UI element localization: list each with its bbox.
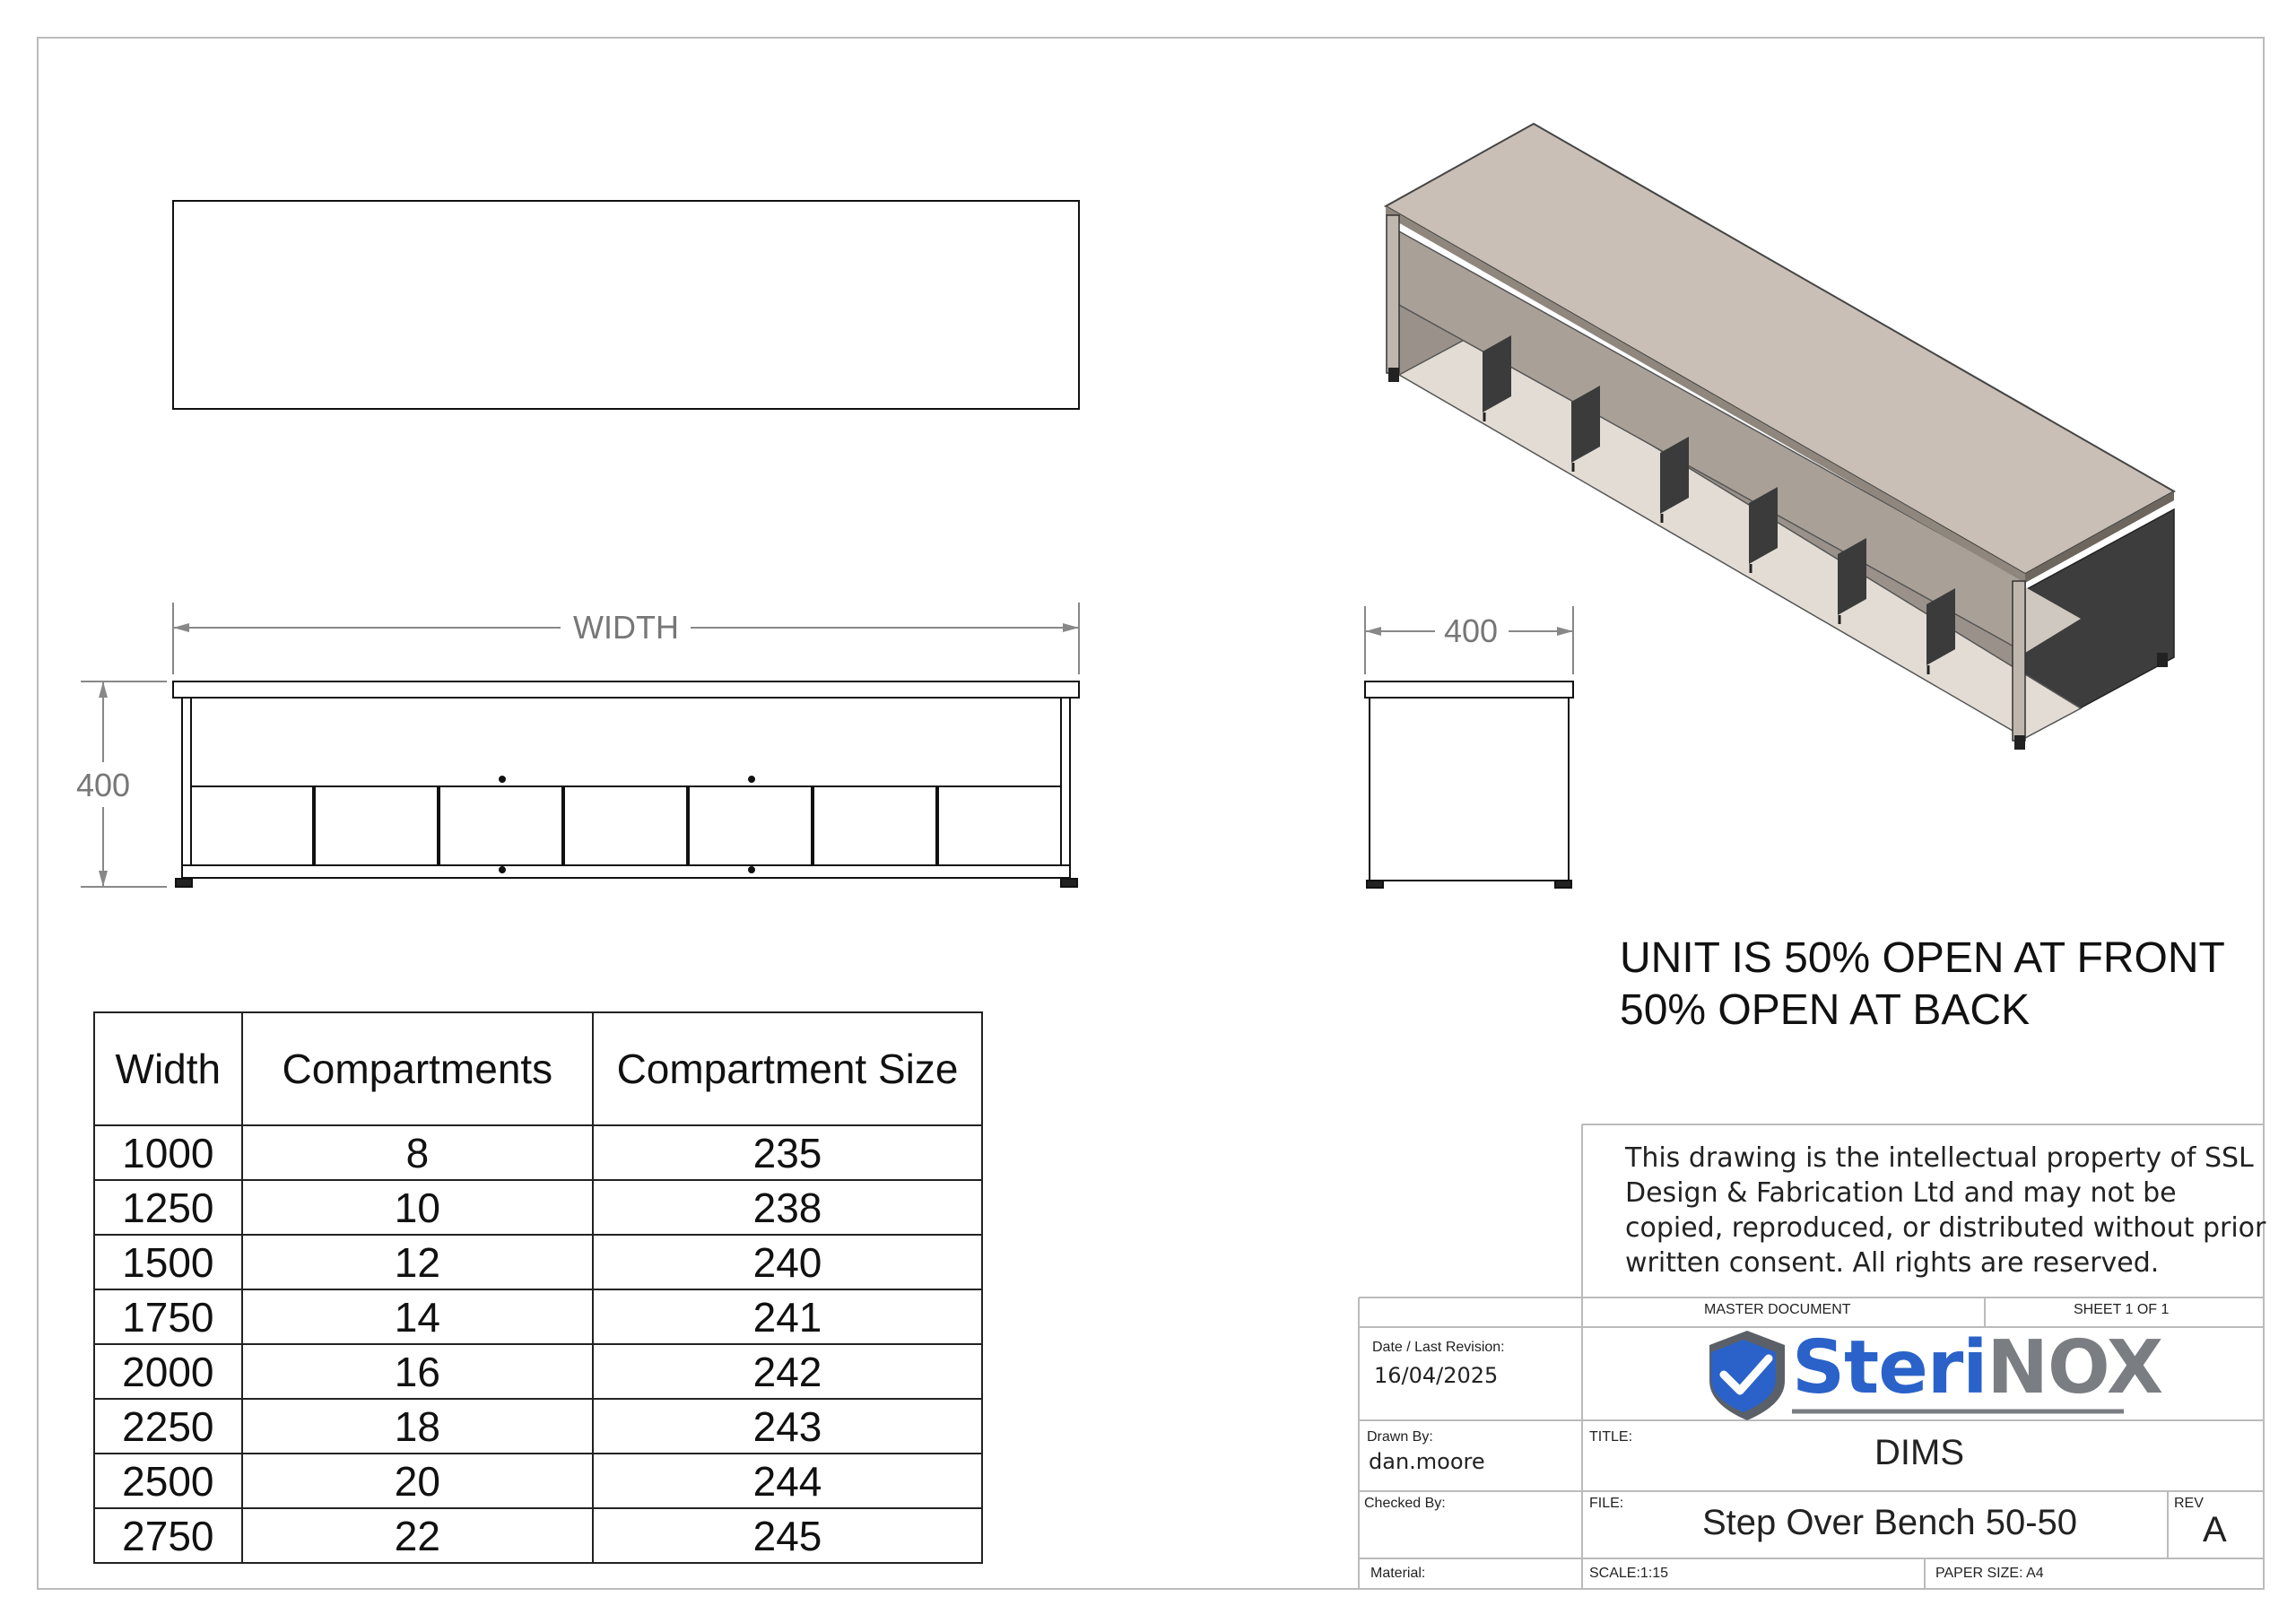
table-row	[94, 1180, 982, 1235]
compartment-table	[93, 1011, 983, 1564]
table-cell: 14	[242, 1289, 593, 1344]
table-cell: 243	[593, 1399, 982, 1454]
sterinox-logo	[1792, 1325, 2162, 1410]
table-cell: 235	[593, 1125, 982, 1180]
table-cell: 2000	[94, 1344, 242, 1399]
table-row	[94, 1399, 982, 1454]
width-label: WIDTH	[573, 609, 679, 646]
height-label: 400	[75, 767, 131, 803]
table-header-row	[94, 1012, 982, 1125]
table-header: Width	[94, 1012, 242, 1125]
date-label: Date / Last Revision:	[1372, 1340, 1505, 1355]
table-cell: 1500	[94, 1235, 242, 1289]
drawn-by-value: dan.moore	[1369, 1449, 1485, 1474]
table-header: Compartments	[242, 1012, 593, 1125]
file-value: Step Over Bench 50-50	[1702, 1503, 2078, 1542]
table-cell: 242	[593, 1344, 982, 1399]
title-label: TITLE:	[1589, 1429, 1633, 1445]
table-row	[94, 1344, 982, 1399]
rev-value: A	[2203, 1510, 2227, 1549]
table-cell: 244	[593, 1454, 982, 1508]
table-row	[94, 1289, 982, 1344]
side-view	[1365, 681, 1573, 888]
table-cell: 22	[242, 1508, 593, 1563]
scale-label: SCALE:1:15	[1589, 1566, 1669, 1581]
paper-size-label: PAPER SIZE: A4	[1935, 1566, 2044, 1581]
front-view	[173, 681, 1079, 887]
table-cell: 1250	[94, 1180, 242, 1235]
file-label: FILE:	[1589, 1496, 1624, 1511]
table-cell: 238	[593, 1180, 982, 1235]
note-line-1: UNIT IS 50% OPEN AT FRONT	[1620, 934, 2225, 982]
table-cell: 1000	[94, 1125, 242, 1180]
table-cell: 2250	[94, 1399, 242, 1454]
table-cell: 2750	[94, 1508, 242, 1563]
material-label: Material:	[1370, 1566, 1426, 1581]
note-line-2: 50% OPEN AT BACK	[1620, 986, 2031, 1034]
table-row	[94, 1125, 982, 1180]
table-row	[94, 1235, 982, 1289]
shield-check-icon	[1709, 1331, 1785, 1420]
table-cell: 8	[242, 1125, 593, 1180]
checked-by-label: Checked By:	[1364, 1496, 1446, 1511]
table-cell: 16	[242, 1344, 593, 1399]
depth-label: 400	[1443, 612, 1499, 649]
logo-text-steri: Steri	[1792, 1325, 1987, 1410]
drawn-by-label: Drawn By:	[1367, 1429, 1433, 1445]
master-document-label: MASTER DOCUMENT	[1704, 1302, 1851, 1317]
table-cell: 240	[593, 1235, 982, 1289]
table-cell: 245	[593, 1508, 982, 1563]
top-view	[173, 201, 1079, 409]
logo-text-nox: NOX	[1987, 1325, 2163, 1410]
table-header: Compartment Size	[593, 1012, 982, 1125]
date-value: 16/04/2025	[1374, 1363, 1499, 1388]
copyright-notice: This drawing is the intellectual property of SSL Design & Fabrication Ltd and may not be copied, reproduced, or distributed without prior written consent. All rights are reserved.	[1625, 1142, 2266, 1279]
table-cell: 241	[593, 1289, 982, 1344]
table-cell: 12	[242, 1235, 593, 1289]
isometric-view	[1386, 124, 2174, 750]
table-row	[94, 1454, 982, 1508]
table-cell: 10	[242, 1180, 593, 1235]
open-note	[1620, 933, 2225, 1037]
sheet-label: SHEET 1 OF 1	[2074, 1302, 2170, 1317]
rev-label: REV	[2174, 1496, 2204, 1511]
table-cell: 18	[242, 1399, 593, 1454]
table-cell: 2500	[94, 1454, 242, 1508]
title-value: DIMS	[1874, 1433, 1964, 1472]
table-cell: 1750	[94, 1289, 242, 1344]
table-cell: 20	[242, 1454, 593, 1508]
table-row	[94, 1508, 982, 1563]
